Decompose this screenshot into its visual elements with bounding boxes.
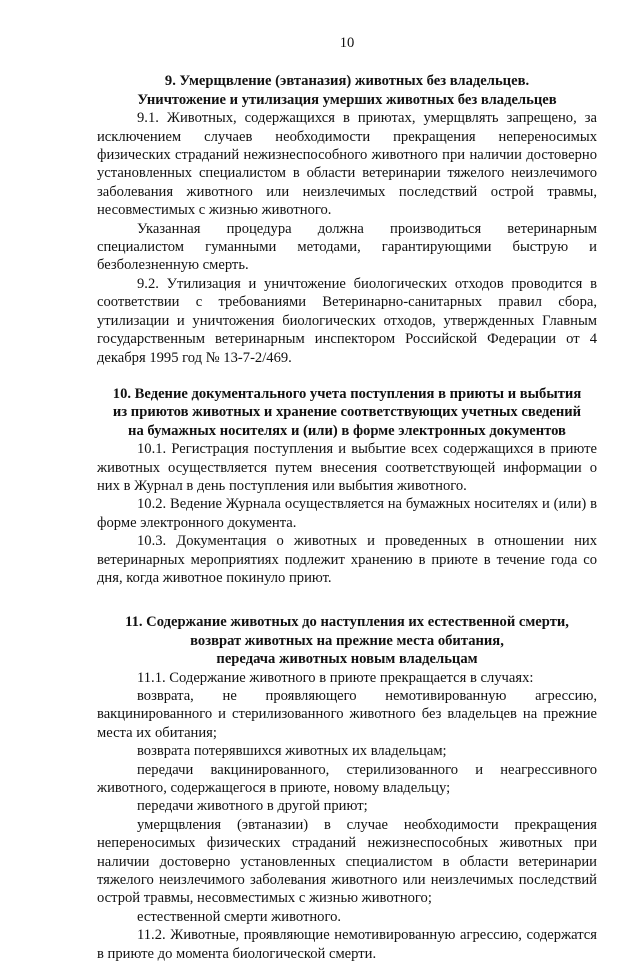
section-title-line: из приютов животных и хранение соответствующих учетных сведений xyxy=(112,404,582,421)
paragraph-10-1: 10.1. Регистрация поступления и выбытие всех содержащихся в приюте животных осуществляется путем внесения соответствующей информации о них в Журнал в день поступления или выбытия животного. xyxy=(97,441,597,494)
section-title-line: 11. Содержание животных до наступления их естественной смерти, xyxy=(125,614,569,631)
paragraph-10-3: 10.3. Документация о животных и проведенных в отношении них ветеринарных мероприятиях подлежит хранению в приюте в течение года со дня, когда животное покинуло приют. xyxy=(97,533,597,586)
section-title-line: на бумажных носителях и (или) в форме электронных документов xyxy=(128,422,566,439)
list-item-new-owner: передачи вакцинированного, стерилизованного и неагрессивного животного, содержащегося в приюте, новому владельцу; xyxy=(97,761,597,797)
section-title-line: 9. Умерщвление (эвтаназия) животных без владельцев. xyxy=(164,73,530,90)
document-page xyxy=(97,34,597,963)
section-title-line: передача животных новым владельцам xyxy=(216,651,478,668)
list-item-euthanasia: умерщвления (эвтаназии) в случае необходимости прекращения непереносимых физических страданий нежизнеспособных животных при наличии достоверно установленных специалистом в области ветеринарии тяжелого неизлечимого заболевания животного или неизлечимых последствий острой травмы, несовместимых с жизнью животного; xyxy=(97,816,597,907)
section-10-title xyxy=(97,385,597,440)
list-item-return-lost: возврата потерявшихся животных их владельцам; xyxy=(137,743,447,760)
paragraph-11-2: 11.2. Животные, проявляющие немотивированную агрессию, содержатся в приюте до момента биологической смерти. xyxy=(97,927,597,962)
section-title-line: возврат животных на прежние места обитания, xyxy=(190,632,504,649)
section-gap xyxy=(97,587,597,613)
section-title-line: Уничтожение и утилизация умерших животных без владельцев xyxy=(137,91,557,108)
list-item-natural-death: естественной смерти животного. xyxy=(137,908,342,925)
section-9-title xyxy=(97,72,597,109)
paragraph-9-1: 9.1. Животных, содержащихся в приютах, умерщвлять запрещено, за исключением случаев необходимости прекращения непереносимых физических страданий нежизнеспособного животного при наличии достоверно установленных специалистом в области ветеринарии тяжелого неизлечимого заболевания животного или неизлечимых последствий острой травмы, несовместимых с жизнью животного. xyxy=(97,110,597,219)
paragraph-9-procedure: Указанная процедура должна производиться ветеринарным специалистом гуманными методами, гарантирующими быструю и безболезненную смерть. xyxy=(97,220,597,274)
section-gap xyxy=(97,367,597,385)
page-number: 10 xyxy=(339,35,355,51)
paragraph-11-1: 11.1. Содержание животного в приюте прекращается в случаях: xyxy=(137,669,534,686)
section-title-line: 10. Ведение документального учета поступления в приюты и выбытия xyxy=(112,385,582,402)
paragraph-10-2: 10.2. Ведение Журнала осуществляется на бумажных носителях и (или) в форме электронного документа. xyxy=(97,496,597,531)
list-item-return-unowned: возврата, не проявляющего немотивированную агрессию, вакцинированного и стерилизованного животного без владельцев на прежние места их обитания; xyxy=(97,688,597,741)
section-11-title xyxy=(97,613,597,668)
list-item-other-shelter: передачи животного в другой приют; xyxy=(137,798,368,815)
paragraph-9-2: 9.2. Утилизация и уничтожение биологических отходов проводится в соответствии с требованиями Ветеринарно-санитарных правил сбора, утилизации и уничтожения биологических отходов, утвержденных Главным государственным ветеринарным инспектором Российской Федерации от 4 декабря 1995 год № 13-7-2/469. xyxy=(97,275,597,366)
